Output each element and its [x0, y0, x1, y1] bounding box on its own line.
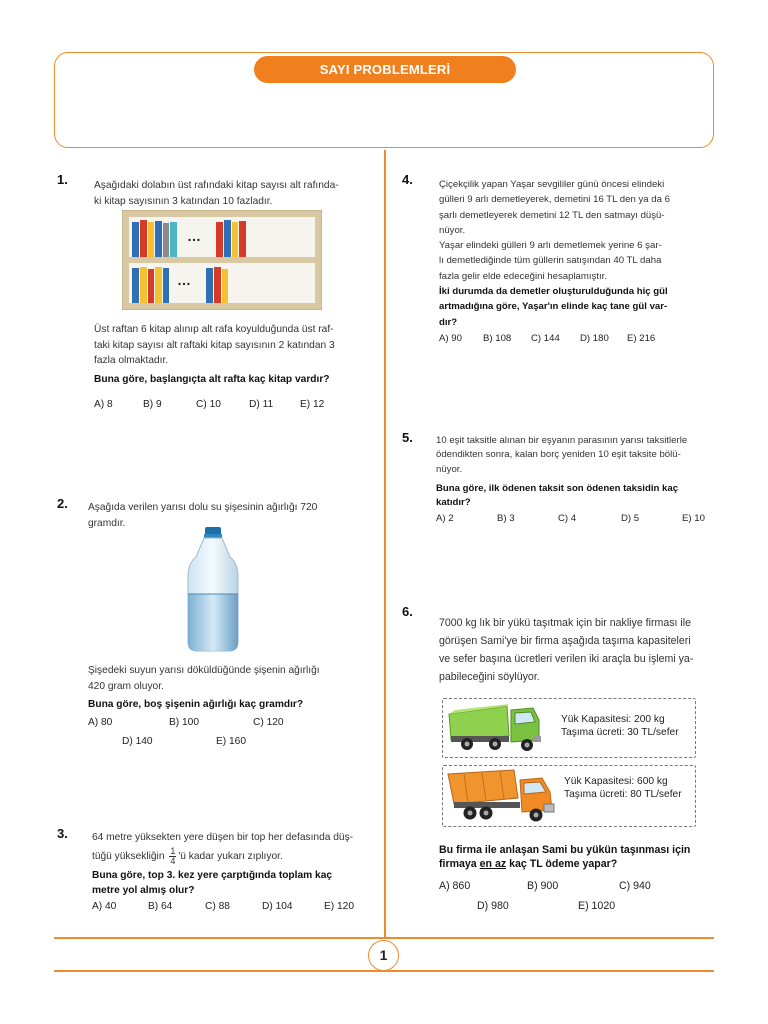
- q4-body: [439, 177, 709, 330]
- option-b[interactable]: B) 9: [143, 399, 162, 410]
- q1-intro: [94, 178, 374, 209]
- question-number: 3.: [57, 826, 68, 841]
- bookshelf-image: [122, 210, 322, 310]
- truck-2-capacity: Yük Kapasitesi: 600 kg: [564, 776, 668, 787]
- q4-question: dır?: [439, 316, 458, 328]
- q2-intro-line: gramdır.: [88, 517, 126, 529]
- q4-body-line: şarlı demetleyerek demetini 12 TL den satmayı düşü-: [439, 209, 665, 221]
- q2-body: [88, 663, 368, 713]
- q4-question: artmadığına göre, Yaşar'ın elinde kaç tane gül var-: [439, 301, 668, 313]
- option-b[interactable]: B) 100: [169, 717, 200, 728]
- bookshelf-dots-top: …: [187, 228, 202, 244]
- option-b[interactable]: B) 3: [497, 513, 515, 524]
- q1-intro-line: Aşağıdaki dolabın üst rafındaki kitap sayısı alt rafında-: [94, 180, 339, 191]
- bookshelf-dots-bottom: …: [177, 272, 192, 288]
- q3-body: [92, 830, 376, 899]
- option-a[interactable]: A) 860: [439, 880, 471, 892]
- truck-1-fee: Taşıma ücreti: 30 TL/sefer: [561, 727, 679, 738]
- option-b[interactable]: B) 900: [527, 880, 559, 892]
- fraction-numerator: 1: [170, 845, 176, 856]
- footer-line-top: [54, 937, 714, 939]
- q1-body-line: fazla olmaktadır.: [94, 355, 169, 366]
- q1-intro-line: ki kitap sayısının 3 katından 10 fazladır.: [94, 195, 273, 207]
- option-c[interactable]: C) 940: [619, 880, 651, 892]
- q2-body-line: 420 gram oluyor.: [88, 680, 164, 692]
- q5-question: Buna göre, ilk ödenen taksit son ödenen taksidin kaç: [436, 482, 679, 494]
- q6-body: [439, 614, 711, 686]
- option-c[interactable]: C) 10: [196, 399, 221, 410]
- question-number: 5.: [402, 430, 413, 445]
- q6-question-block: [439, 843, 715, 871]
- truck-1-capacity: Yük Kapasitesi: 200 kg: [561, 714, 665, 725]
- q5-body-line: ödendikten sonra, kalan borç yeniden 10 eşit taksite bölü-: [436, 449, 681, 461]
- q3-text-part: tüğü yüksekliğin: [92, 850, 165, 862]
- q6-body-line: ve sefer başına ücretleri verilen iki araçla bu işlemi ya-: [439, 653, 694, 665]
- page-number: 1: [368, 940, 399, 971]
- option-e[interactable]: E) 10: [682, 513, 705, 524]
- option-e[interactable]: E) 120: [324, 901, 355, 912]
- q1-body-line: taki kitap sayısı alt raftaki kitap sayısının 2 katından 3: [94, 339, 335, 351]
- q3-body-line: 64 metre yüksekten yere düşen bir top her defasında düş-: [92, 832, 354, 843]
- q4-body-line: Yaşar elindeki gülleri 9 arlı demetlemek yerine 6 şar-: [439, 240, 662, 252]
- q6-question-part: firmaya: [439, 858, 477, 870]
- q2-options: [88, 717, 368, 757]
- q6-body-line: pabileceğini söylüyor.: [439, 671, 540, 683]
- option-e[interactable]: E) 216: [627, 333, 656, 344]
- q1-body-line: Üst raftan 6 kitap alınıp alt rafa koyulduğunda üst raf-: [94, 324, 334, 335]
- q6-options: [439, 880, 715, 916]
- question-number: 2.: [57, 496, 68, 511]
- fraction-denominator: 4: [170, 855, 176, 866]
- fraction-one-quarter: [169, 847, 176, 866]
- column-divider: [384, 150, 386, 937]
- q3-question: metre yol almış olur?: [92, 885, 195, 896]
- q5-question: katıdır?: [436, 497, 471, 509]
- option-a[interactable]: A) 2: [436, 513, 454, 524]
- q1-question: Buna göre, başlangıçta alt rafta kaç kitap vardır?: [94, 373, 330, 385]
- q3-text-part: 'ü kadar yukarı zıplıyor.: [178, 850, 283, 862]
- q6-question: Bu firma ile anlaşan Sami bu yükün taşınması için: [439, 844, 691, 856]
- option-e[interactable]: E) 160: [216, 736, 247, 747]
- option-a[interactable]: A) 8: [94, 399, 113, 410]
- q6-question-part: kaç TL ödeme yapar?: [509, 858, 618, 870]
- q4-body-line: Çiçekçilik yapan Yaşar sevgililer günü öncesi elindeki: [439, 179, 665, 190]
- q2-question: Buna göre, boş şişenin ağırlığı kaç gramdır?: [88, 699, 304, 710]
- orange-dump-truck-image: [444, 766, 564, 828]
- question-number: 4.: [402, 172, 413, 187]
- q2-intro-line: Aşağıda verilen yarısı dolu su şişesinin ağırlığı 720: [88, 502, 318, 513]
- truck-1-info: [561, 713, 679, 739]
- q3-options: [92, 901, 372, 915]
- option-c[interactable]: C) 4: [558, 513, 577, 524]
- truck-2-fee: Taşıma ücreti: 80 TL/sefer: [564, 789, 682, 800]
- option-d[interactable]: D) 104: [262, 901, 293, 912]
- option-d[interactable]: D) 980: [477, 900, 509, 912]
- option-d[interactable]: D) 5: [621, 513, 640, 524]
- q4-body-line: fazla gelir elde edeceğini hesaplamıştır.: [439, 270, 607, 282]
- option-c[interactable]: C) 144: [531, 333, 560, 344]
- q1-body: [94, 322, 374, 387]
- q5-body-line: nüyor.: [436, 463, 463, 475]
- q1-options: [94, 399, 374, 413]
- q6-body-line: görüşen Sami'ye bir firma aşağıda taşıma kapasiteleri: [439, 635, 691, 647]
- truck-2-info: [564, 775, 682, 801]
- q4-body-line: lı demetlediğinde tüm güllerin satışından 40 TL daha: [439, 255, 662, 267]
- option-b[interactable]: B) 108: [483, 333, 512, 344]
- green-truck-image: [445, 700, 545, 756]
- q4-body-line: gülleri 9 arlı demetleyerek, demetini 16 TL den ya da 6: [439, 194, 670, 206]
- option-b[interactable]: B) 64: [148, 901, 173, 912]
- q3-body-line: [92, 847, 376, 866]
- q2-body-line: Şişedeki suyun yarısı döküldüğünde şişenin ağırlığı: [88, 665, 320, 676]
- question-number: 1.: [57, 172, 68, 187]
- water-bottle-image: [183, 527, 243, 653]
- option-d[interactable]: D) 140: [122, 736, 153, 747]
- q4-question: İki durumda da demetler oluşturulduğunda hiç gül: [439, 286, 668, 298]
- q6-body-line: 7000 kg lık bir yükü taşıtmak için bir nakliye firması ile: [439, 617, 691, 629]
- option-c[interactable]: C) 120: [253, 717, 284, 728]
- option-a[interactable]: A) 80: [88, 717, 113, 728]
- q5-body: [436, 434, 712, 510]
- question-number: 6.: [402, 604, 413, 619]
- option-c[interactable]: C) 88: [205, 901, 230, 912]
- q6-question-emphasis: en az: [479, 858, 507, 870]
- q5-body-line: 10 eşit taksitle alınan bir eşyanın parasının yarısı taksitlerle: [436, 435, 688, 446]
- option-d[interactable]: D) 11: [249, 399, 274, 410]
- q6-question: [439, 857, 715, 871]
- page-title: SAYI PROBLEMLERİ: [254, 56, 516, 83]
- q4-body-line: nüyor.: [439, 224, 466, 236]
- option-e[interactable]: E) 1020: [578, 900, 616, 912]
- option-a[interactable]: A) 90: [439, 333, 462, 344]
- q5-options: [436, 513, 712, 527]
- option-a[interactable]: A) 40: [92, 901, 117, 912]
- q4-options: [439, 333, 709, 347]
- option-d[interactable]: D) 180: [580, 333, 609, 344]
- q3-question: Buna göre, top 3. kez yere çarptığında toplam kaç: [92, 869, 333, 881]
- option-e[interactable]: E) 12: [300, 399, 325, 410]
